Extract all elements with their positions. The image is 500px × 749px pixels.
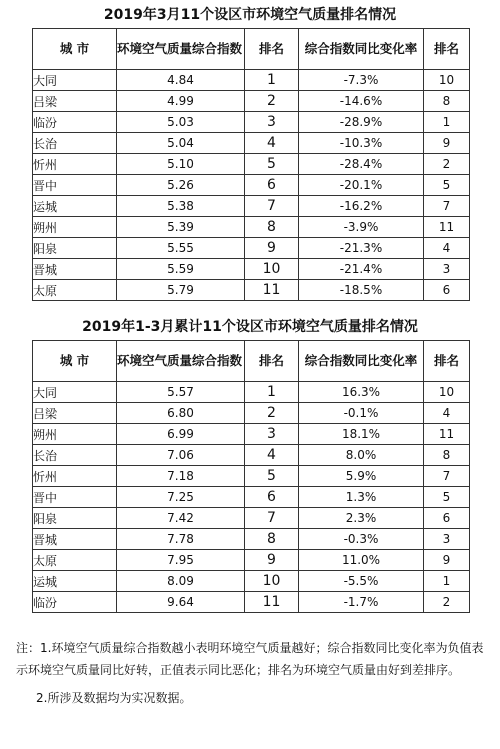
- yoy-change-cell: 11.0%: [299, 550, 424, 571]
- yoy-change-cell: -18.5%: [299, 280, 424, 301]
- table-row: [33, 196, 470, 217]
- change-rank-cell: 9: [424, 550, 470, 571]
- change-rank-cell: 4: [424, 403, 470, 424]
- index-rank-cell: 2: [245, 91, 299, 112]
- yoy-change-cell: 5.9%: [299, 466, 424, 487]
- header-composite-index: 环境空气质量综合指数: [117, 29, 245, 70]
- change-rank-cell: 5: [424, 487, 470, 508]
- yoy-change-cell: -0.3%: [299, 529, 424, 550]
- city-cell: 忻州: [33, 466, 117, 487]
- yoy-change-cell: -21.4%: [299, 259, 424, 280]
- table-row: [33, 529, 470, 550]
- table-row: [33, 571, 470, 592]
- city-cell: 运城: [33, 196, 117, 217]
- city-cell: 吕梁: [33, 91, 117, 112]
- index-rank-cell: 9: [245, 550, 299, 571]
- header-change-rank: 排名: [424, 29, 470, 70]
- index-rank-cell: 6: [245, 175, 299, 196]
- index-rank-cell: 8: [245, 217, 299, 238]
- index-rank-cell: 7: [245, 196, 299, 217]
- composite-index-cell: 5.39: [117, 217, 245, 238]
- index-rank-cell: 11: [245, 592, 299, 613]
- table-row: [33, 91, 470, 112]
- yoy-change-cell: -21.3%: [299, 238, 424, 259]
- composite-index-cell: 7.25: [117, 487, 245, 508]
- table-row: [33, 508, 470, 529]
- change-rank-cell: 3: [424, 529, 470, 550]
- composite-index-cell: 5.59: [117, 259, 245, 280]
- table-row: [33, 70, 470, 91]
- header-index-rank: 排名: [245, 341, 299, 382]
- table-row: [33, 112, 470, 133]
- composite-index-cell: 8.09: [117, 571, 245, 592]
- yoy-change-cell: -28.9%: [299, 112, 424, 133]
- composite-index-cell: 5.04: [117, 133, 245, 154]
- city-cell: 阳泉: [33, 238, 117, 259]
- index-rank-cell: 1: [245, 70, 299, 91]
- table-row: [33, 238, 470, 259]
- table-row: [33, 259, 470, 280]
- city-cell: 晋城: [33, 259, 117, 280]
- index-rank-cell: 5: [245, 154, 299, 175]
- header-city: 城 市: [33, 29, 117, 70]
- city-cell: 太原: [33, 550, 117, 571]
- change-rank-cell: 10: [424, 70, 470, 91]
- table-row: [33, 280, 470, 301]
- yoy-change-cell: -14.6%: [299, 91, 424, 112]
- change-rank-cell: 3: [424, 259, 470, 280]
- change-rank-cell: 9: [424, 133, 470, 154]
- yoy-change-cell: -7.3%: [299, 70, 424, 91]
- yoy-change-cell: -28.4%: [299, 154, 424, 175]
- yoy-change-cell: -3.9%: [299, 217, 424, 238]
- table-row: [33, 217, 470, 238]
- table-row: [33, 424, 470, 445]
- index-rank-cell: 9: [245, 238, 299, 259]
- change-rank-cell: 6: [424, 280, 470, 301]
- composite-index-cell: 7.18: [117, 466, 245, 487]
- change-rank-cell: 11: [424, 424, 470, 445]
- city-cell: 大同: [33, 382, 117, 403]
- index-rank-cell: 3: [245, 424, 299, 445]
- city-cell: 晋城: [33, 529, 117, 550]
- yoy-change-cell: 1.3%: [299, 487, 424, 508]
- header-change-rank: 排名: [424, 341, 470, 382]
- change-rank-cell: 11: [424, 217, 470, 238]
- yoy-change-cell: -5.5%: [299, 571, 424, 592]
- table-header-row: [33, 341, 470, 382]
- city-cell: 阳泉: [33, 508, 117, 529]
- footnote: [16, 637, 488, 709]
- composite-index-cell: 7.95: [117, 550, 245, 571]
- change-rank-cell: 1: [424, 571, 470, 592]
- yoy-change-cell: -10.3%: [299, 133, 424, 154]
- index-rank-cell: 2: [245, 403, 299, 424]
- header-composite-index: 环境空气质量综合指数: [117, 341, 245, 382]
- footnote-line-2: 2.所涉及数据均为实况数据。: [36, 691, 192, 705]
- index-rank-cell: 1: [245, 382, 299, 403]
- yoy-change-cell: -1.7%: [299, 592, 424, 613]
- change-rank-cell: 7: [424, 196, 470, 217]
- index-rank-cell: 8: [245, 529, 299, 550]
- index-rank-cell: 7: [245, 508, 299, 529]
- index-rank-cell: 3: [245, 112, 299, 133]
- change-rank-cell: 2: [424, 592, 470, 613]
- yoy-change-cell: -0.1%: [299, 403, 424, 424]
- change-rank-cell: 2: [424, 154, 470, 175]
- city-cell: 运城: [33, 571, 117, 592]
- header-city: 城 市: [33, 341, 117, 382]
- composite-index-cell: 5.03: [117, 112, 245, 133]
- table-row: [33, 382, 470, 403]
- composite-index-cell: 5.26: [117, 175, 245, 196]
- yoy-change-cell: 8.0%: [299, 445, 424, 466]
- table-row: [33, 154, 470, 175]
- change-rank-cell: 1: [424, 112, 470, 133]
- index-rank-cell: 10: [245, 571, 299, 592]
- table-row: [33, 592, 470, 613]
- composite-index-cell: 5.38: [117, 196, 245, 217]
- city-cell: 长治: [33, 133, 117, 154]
- composite-index-cell: 7.06: [117, 445, 245, 466]
- header-index-rank: 排名: [245, 29, 299, 70]
- header-yoy-change: 综合指数同比变化率: [299, 341, 424, 382]
- city-cell: 临汾: [33, 592, 117, 613]
- change-rank-cell: 8: [424, 445, 470, 466]
- composite-index-cell: 4.84: [117, 70, 245, 91]
- change-rank-cell: 4: [424, 238, 470, 259]
- yoy-change-cell: 16.3%: [299, 382, 424, 403]
- city-cell: 朔州: [33, 424, 117, 445]
- table-row: [33, 403, 470, 424]
- city-cell: 忻州: [33, 154, 117, 175]
- table-row: [33, 466, 470, 487]
- city-cell: 长治: [33, 445, 117, 466]
- composite-index-cell: 7.78: [117, 529, 245, 550]
- city-cell: 太原: [33, 280, 117, 301]
- city-cell: 吕梁: [33, 403, 117, 424]
- header-yoy-change: 综合指数同比变化率: [299, 29, 424, 70]
- change-rank-cell: 7: [424, 466, 470, 487]
- table-row: [33, 550, 470, 571]
- city-cell: 晋中: [33, 487, 117, 508]
- change-rank-cell: 5: [424, 175, 470, 196]
- city-cell: 晋中: [33, 175, 117, 196]
- index-rank-cell: 5: [245, 466, 299, 487]
- composite-index-cell: 7.42: [117, 508, 245, 529]
- index-rank-cell: 11: [245, 280, 299, 301]
- composite-index-cell: 5.57: [117, 382, 245, 403]
- table-row: [33, 175, 470, 196]
- composite-index-cell: 5.55: [117, 238, 245, 259]
- yoy-change-cell: -16.2%: [299, 196, 424, 217]
- index-rank-cell: 10: [245, 259, 299, 280]
- table1-title: 2019年3月11个设区市环境空气质量排名情况: [103, 7, 397, 23]
- composite-index-cell: 6.80: [117, 403, 245, 424]
- composite-index-cell: 4.99: [117, 91, 245, 112]
- table2-title: 2019年1-3月累计11个设区市环境空气质量排名情况: [82, 319, 418, 335]
- monthly-ranking-table: [32, 28, 470, 301]
- yoy-change-cell: -20.1%: [299, 175, 424, 196]
- change-rank-cell: 8: [424, 91, 470, 112]
- table-row: [33, 487, 470, 508]
- table-row: [33, 445, 470, 466]
- composite-index-cell: 9.64: [117, 592, 245, 613]
- composite-index-cell: 5.10: [117, 154, 245, 175]
- yoy-change-cell: 18.1%: [299, 424, 424, 445]
- table-header-row: [33, 29, 470, 70]
- change-rank-cell: 6: [424, 508, 470, 529]
- city-cell: 临汾: [33, 112, 117, 133]
- footnote-line-1: 注：1.环境空气质量综合指数越小表明环境空气质量越好；综合指数同比变化率为负值表示环境空气质量同比好转，正值表示同比恶化；排名为环境空气质量由好到差排序。: [16, 641, 484, 677]
- index-rank-cell: 4: [245, 133, 299, 154]
- change-rank-cell: 10: [424, 382, 470, 403]
- index-rank-cell: 4: [245, 445, 299, 466]
- composite-index-cell: 5.79: [117, 280, 245, 301]
- yoy-change-cell: 2.3%: [299, 508, 424, 529]
- table-row: [33, 133, 470, 154]
- cumulative-ranking-table: [32, 340, 470, 613]
- city-cell: 大同: [33, 70, 117, 91]
- index-rank-cell: 6: [245, 487, 299, 508]
- composite-index-cell: 6.99: [117, 424, 245, 445]
- city-cell: 朔州: [33, 217, 117, 238]
